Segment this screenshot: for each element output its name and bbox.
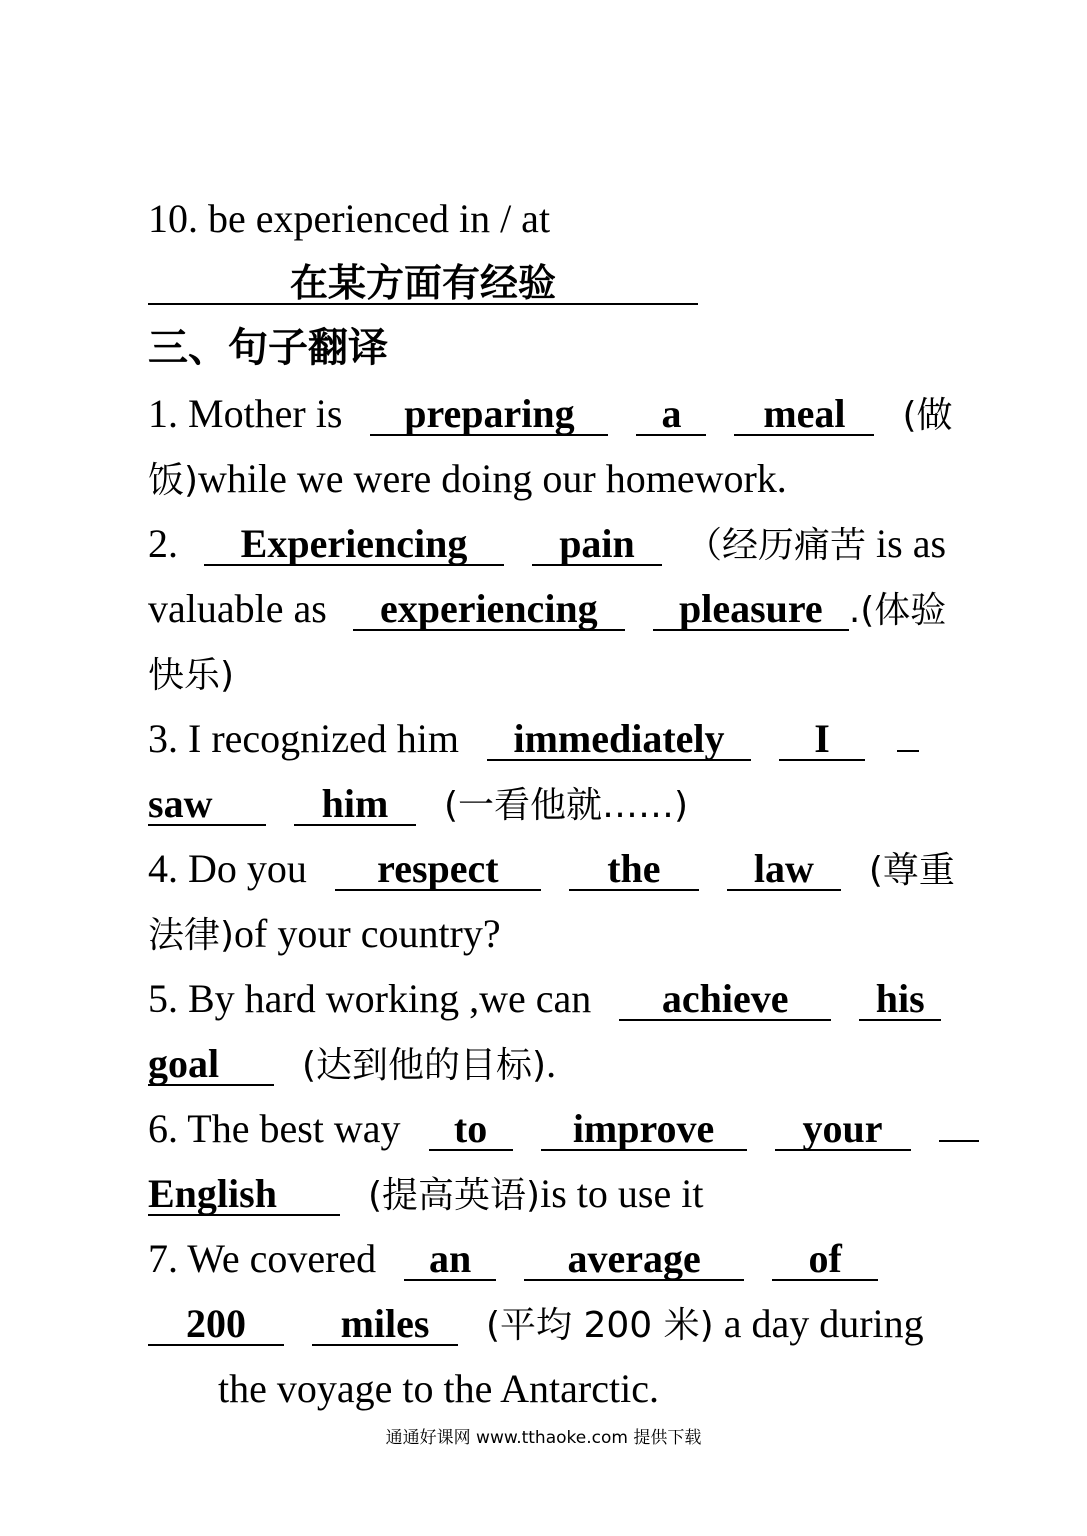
s6-blank-5: English xyxy=(148,1174,340,1216)
content xyxy=(148,186,1008,1421)
s7-blank-3: of xyxy=(772,1239,878,1281)
sentence-6-line-1: 6. The best way to improve your xyxy=(148,1096,1008,1161)
sentence-2-line-3: 快乐) xyxy=(148,655,235,696)
footer-credit: 通通好课网 www.tthaoke.com 提供下载 xyxy=(385,1428,702,1448)
s7-blank-5: miles xyxy=(312,1304,458,1346)
s6-blank-4 xyxy=(939,1140,979,1142)
s1-blank-2: a xyxy=(636,394,706,436)
sentence-4-line-2: 法律)of your country? xyxy=(148,911,501,956)
sentence-5-line-2: goal (达到他的目标). xyxy=(148,1041,557,1086)
s1-blank-3: meal xyxy=(734,394,874,436)
s2-blank-1: Experiencing xyxy=(204,524,504,566)
s7-blank-2: average xyxy=(524,1239,744,1281)
sentence-3-line-2: saw him (一看他就……) xyxy=(148,781,689,826)
s3-blank-4: saw xyxy=(148,784,266,826)
s3-blank-5: him xyxy=(294,784,416,826)
s3-blank-2: I xyxy=(779,719,865,761)
sentence-5-line-1: 5. By hard working ,we can achieve his xyxy=(148,966,1008,1031)
s6-blank-3: your xyxy=(775,1109,911,1151)
s4-blank-3: law xyxy=(727,849,841,891)
s3-blank-3 xyxy=(897,750,919,752)
s5-blank-3: goal xyxy=(148,1044,274,1086)
sentence-7-line-1: 7. We covered an average of xyxy=(148,1226,1008,1291)
item-10-answer: 在某方面有经验 xyxy=(148,263,698,305)
s4-blank-2: the xyxy=(569,849,699,891)
s5-blank-2: his xyxy=(859,979,941,1021)
s4-blank-1: respect xyxy=(335,849,541,891)
sentence-4-line-1: 4. Do you respect the law (尊重 xyxy=(148,846,955,891)
sentence-2-line-2: valuable as experiencing pleasure .(体验 xyxy=(148,586,947,631)
s7-blank-4: 200 xyxy=(148,1304,284,1346)
s2-blank-3: experiencing xyxy=(353,589,625,631)
sentence-2-line-1: 2. Experiencing pain （经历痛苦 is as xyxy=(148,521,947,566)
s1-blank-1: preparing xyxy=(370,394,608,436)
s5-blank-1: achieve xyxy=(619,979,831,1021)
s7-blank-1: an xyxy=(404,1239,496,1281)
section-title: 三、句子翻译 xyxy=(148,325,388,371)
s2-blank-2: pain xyxy=(532,524,662,566)
s6-blank-1: to xyxy=(429,1109,513,1151)
sentence-3-line-1: 3. I recognized him immediately I xyxy=(148,706,1008,771)
sentence-1-line-1: 1. Mother is preparing a meal (做 xyxy=(148,391,953,436)
s3-blank-1: immediately xyxy=(487,719,751,761)
s6-blank-2: improve xyxy=(541,1109,747,1151)
sentence-7-line-2: 200 miles (平均 200 米) a day during xyxy=(148,1291,1008,1356)
sentence-1-line-2: 饭)while we were doing our homework. xyxy=(148,456,787,501)
s2-blank-4: pleasure xyxy=(653,589,849,631)
item-10-answer-line xyxy=(148,251,1008,316)
item-10: 10. be experienced in / at xyxy=(148,196,551,241)
sentence-6-line-2: English (提高英语)is to use it xyxy=(148,1171,704,1216)
sentence-7-line-3: the voyage to the Antarctic. xyxy=(218,1366,659,1411)
